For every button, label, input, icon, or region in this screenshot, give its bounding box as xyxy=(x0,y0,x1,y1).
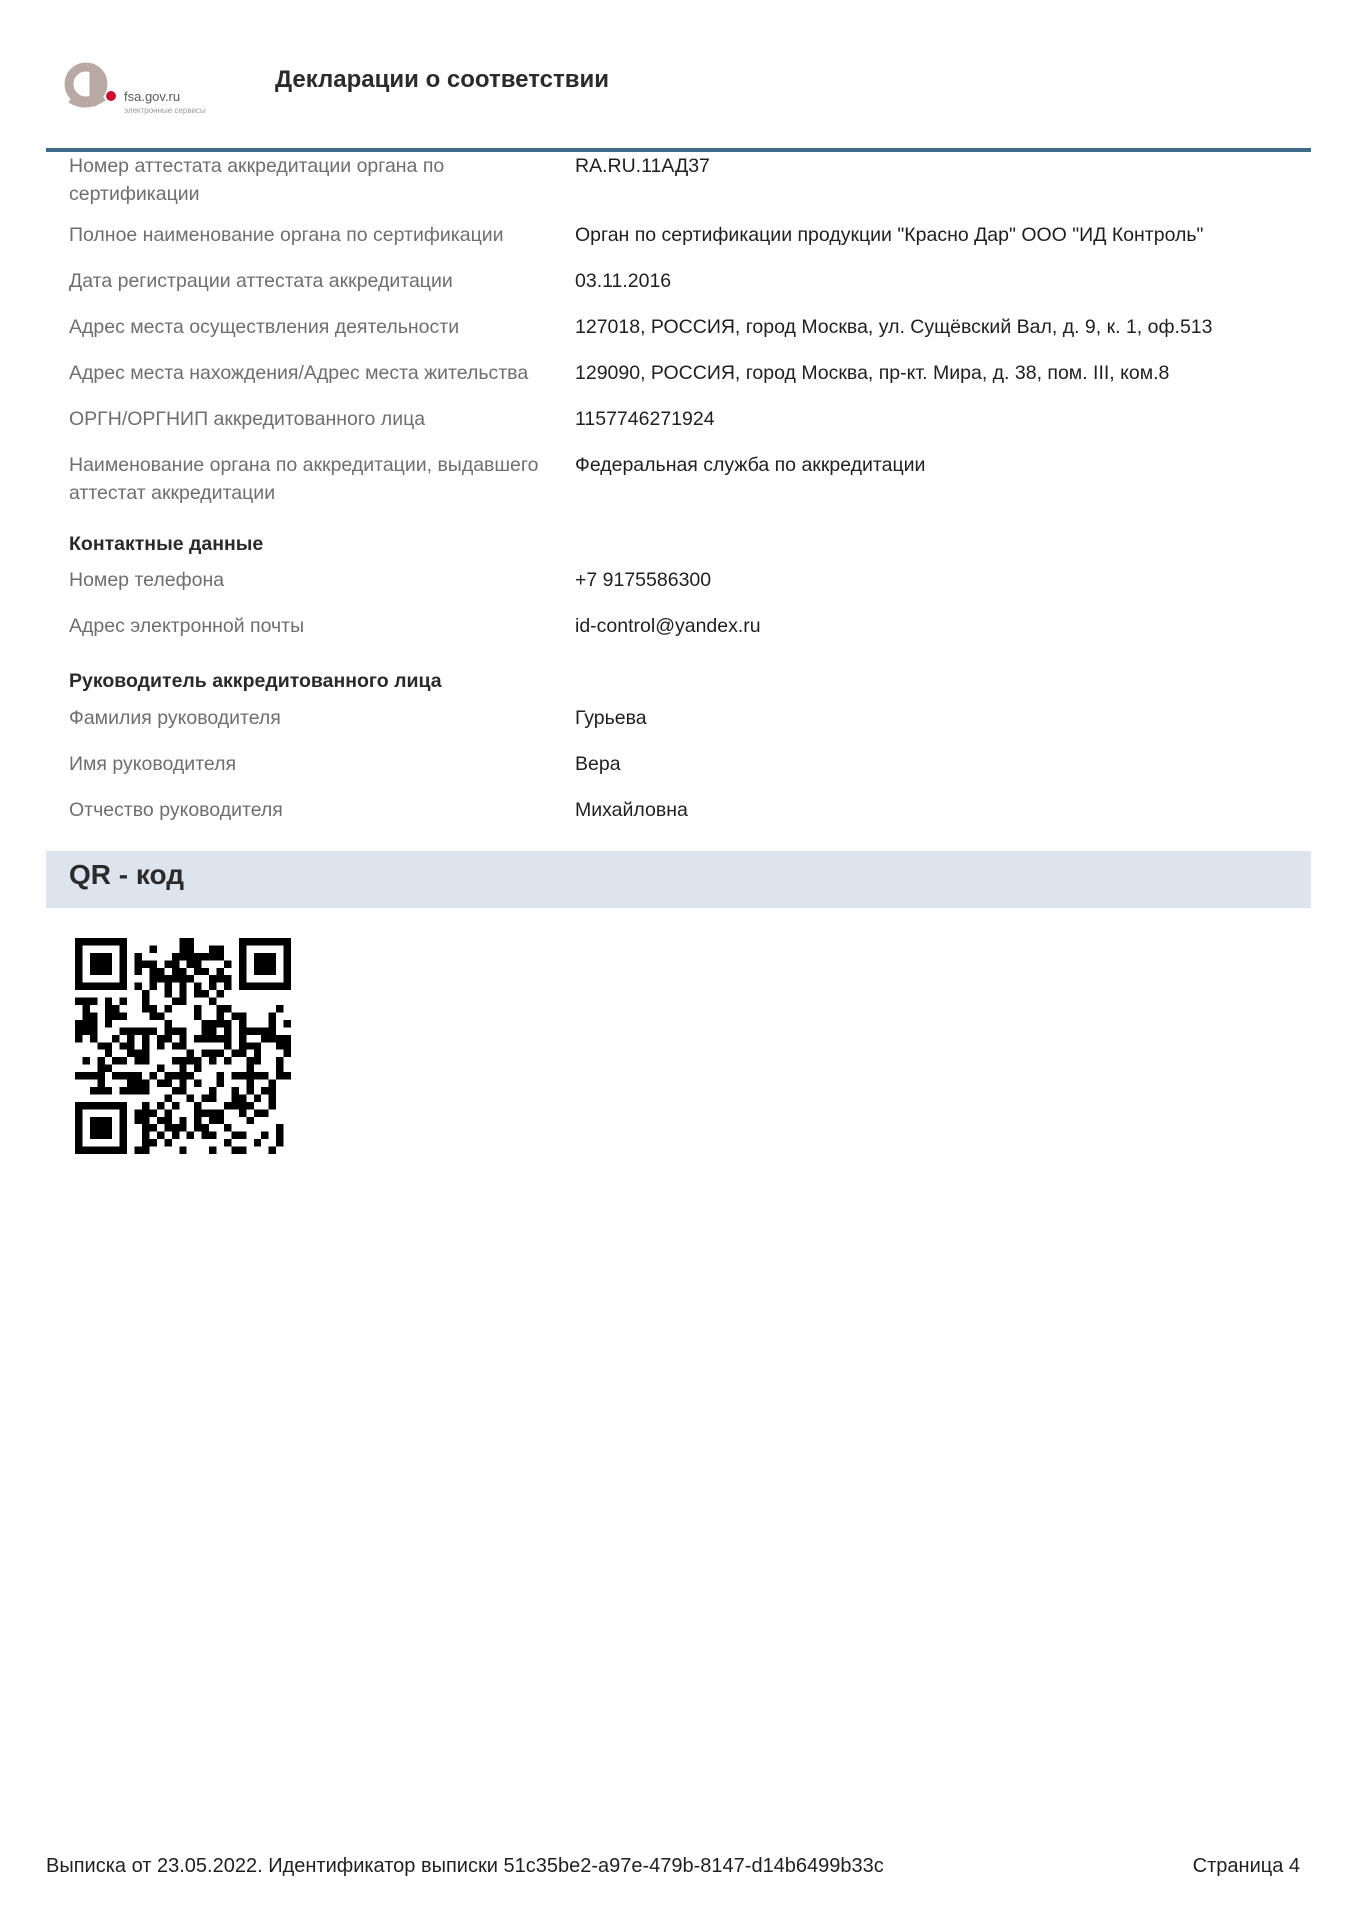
head-person-heading: Руководитель аккредитованного лица xyxy=(69,670,442,692)
document-title: Декларации о соответствии xyxy=(275,66,609,93)
footer-extract-info: Выписка от 23.05.2022. Идентификатор выписки 51c35be2-a97e-479b-8147-d14b6499b33c xyxy=(46,1855,884,1877)
row-value: 129090, РОССИЯ, город Москва, пр-кт. Мира, д. 38, пом. III, ком.8 xyxy=(575,362,1170,384)
row-value: 03.11.2016 xyxy=(575,270,672,292)
row-value: 1157746271924 xyxy=(575,408,715,430)
qr-code-icon xyxy=(75,938,291,1154)
row-value: RA.RU.11АД37 xyxy=(575,155,710,177)
logo-site-text: fsa.gov.ru xyxy=(124,89,181,104)
row-label: Имя руководителя xyxy=(69,753,237,775)
row-value: id-control@yandex.ru xyxy=(575,615,761,637)
row-label: Номер аттестата аккредитации органа по сертификации xyxy=(69,155,445,205)
row-label: Адрес места осуществления деятельности xyxy=(69,316,460,338)
contacts-heading: Контактные данные xyxy=(69,533,264,555)
row-label: Фамилия руководителя xyxy=(69,707,281,729)
row-label: Адрес электронной почты xyxy=(69,615,305,637)
logo-subtitle-text: электронные сервисы xyxy=(124,106,206,115)
row-label: ОРГН/ОРГНИП аккредитованного лица xyxy=(69,408,426,430)
row-value: Федеральная служба по аккредитации xyxy=(575,454,926,476)
row-value: Вера xyxy=(575,753,621,775)
footer-page-number: Страница 4 xyxy=(1192,1855,1300,1877)
row-value: Гурьева xyxy=(575,707,647,729)
page-header xyxy=(0,0,1357,150)
row-label: Отчество руководителя xyxy=(69,799,283,821)
row-value: +7 9175586300 xyxy=(575,569,712,591)
row-value: Михайловна xyxy=(575,799,688,821)
row-label: Номер телефона xyxy=(69,569,225,591)
row-label: Наименование органа по аккредитации, выдавшего аттестат аккредитации xyxy=(69,454,539,504)
row-value: 127018, РОССИЯ, город Москва, ул. Сущёвский Вал, д. 9, к. 1, оф.513 xyxy=(575,316,1213,338)
qr-section-header xyxy=(46,851,1311,908)
row-label: Дата регистрации аттестата аккредитации xyxy=(69,270,453,292)
row-label: Полное наименование органа по сертификации xyxy=(69,224,504,246)
row-value: Орган по сертификации продукции "Красно Дар" ООО "ИД Контроль" xyxy=(575,224,1204,246)
row-label: Адрес места нахождения/Адрес места жительства xyxy=(69,362,529,384)
qr-section-title: QR - код xyxy=(69,859,185,890)
